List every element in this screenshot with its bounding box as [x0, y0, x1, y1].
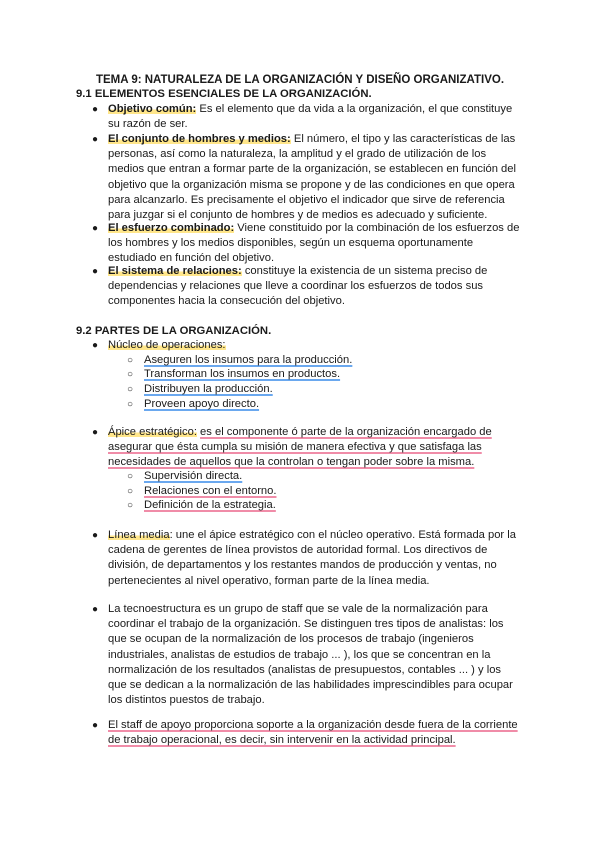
- item-term: El esfuerzo combinado:: [108, 222, 235, 234]
- item-text: Viene constituido por la combinación de los esfuerzos de los hombres y los medios disponibles, según un esquema oportunamente estudiado en función del objetivo.: [108, 222, 520, 265]
- list-item-apice: [92, 425, 522, 471]
- bullet-icon: ●: [92, 266, 99, 277]
- staff-text: El staff de apoyo proporciona soporte a la organización desde fuera de la corriente de trabajo operacional, es decir, sin intervenir en la actividad principal.: [108, 719, 518, 747]
- linea-label: Línea media: [108, 529, 170, 541]
- bullet-icon: ●: [92, 720, 99, 731]
- nucleo-label: Núcleo de operaciones:: [108, 339, 226, 351]
- item-term: Objetivo común:: [108, 103, 197, 115]
- circle-bullet-icon: ○: [127, 399, 134, 410]
- list-item: [92, 132, 522, 223]
- list-item-linea-media: [92, 528, 522, 589]
- bullet-icon: ●: [92, 223, 99, 234]
- circle-bullet-icon: ○: [127, 500, 134, 511]
- section-1-heading: 9.1 ELEMENTOS ESENCIALES DE LA ORGANIZACIÓN.: [76, 88, 372, 100]
- item-text: Es el elemento que da vida a la organización, el que constituye su razón de ser.: [108, 103, 513, 131]
- sub-item: ○ Supervisión directa.: [127, 469, 242, 484]
- bullet-icon: ●: [92, 134, 99, 145]
- apice-text: es el componente ó parte de la organización encargado de asegurar que ésta cumpla su misión de manera efectiva y que satisfaga las necesidades de aquellos que la controlan o tengan poder sobre la misma.: [108, 426, 492, 469]
- bullet-icon: ●: [92, 427, 99, 438]
- bullet-icon: ●: [92, 530, 99, 541]
- section-2-heading: 9.2 PARTES DE LA ORGANIZACIÓN.: [76, 325, 272, 337]
- bullet-icon: ●: [92, 340, 99, 351]
- list-item-tecnoestructura: [92, 602, 522, 708]
- page-title: TEMA 9: NATURALEZA DE LA ORGANIZACIÓN Y DISEÑO ORGANIZATIVO.: [95, 74, 505, 86]
- sub-item: ○ Transforman los insumos en productos.: [127, 367, 340, 382]
- item-term: El conjunto de hombres y medios:: [108, 133, 291, 145]
- item-text: constituye la existencia de un sistema preciso de dependencias y relaciones que lleve a coordinar los esfuerzos de todos sus componentes hacia la consecución del objetivo.: [108, 265, 488, 308]
- sub-item: ○ Aseguren los insumos para la producción.: [127, 353, 352, 368]
- list-item-nucleo: [92, 338, 522, 353]
- circle-bullet-icon: ○: [127, 369, 134, 380]
- list-item: [92, 264, 522, 310]
- circle-bullet-icon: ○: [127, 486, 134, 497]
- circle-bullet-icon: ○: [127, 384, 134, 395]
- bullet-icon: ●: [92, 104, 99, 115]
- item-text: El número, el tipo y las características de las personas, así como la naturaleza, la amplitud y el grado de utilización de los medios que entran a formar parte de la organización, se establecen en función del objetivo que la organización misma se propone y de las condiciones en que opera para alcanzarlo. Es precisamente el objetivo el indicador que sirve de referencia para juzgar si el conjunto de hombres y de medios es adecuado y suficiente.: [108, 133, 516, 222]
- sub-item: ○ Distribuyen la producción.: [127, 382, 273, 397]
- item-term: El sistema de relaciones:: [108, 265, 242, 277]
- bullet-icon: ●: [92, 604, 99, 615]
- circle-bullet-icon: ○: [127, 471, 134, 482]
- sub-item: ○ Relaciones con el entorno.: [127, 484, 276, 499]
- sub-item: ○ Proveen apoyo directo.: [127, 397, 259, 412]
- circle-bullet-icon: ○: [127, 355, 134, 366]
- list-item-staff: [92, 718, 522, 748]
- list-item: [92, 102, 522, 132]
- linea-text: : une el ápice estratégico con el núcleo operativo. Está formada por la cadena de gerentes de línea provistos de autoridad formal. Los directivos de división, de departamentos y los restantes mandos de producción y ventas, no pertenecientes al nivel operativo, forman parte de la línea media.: [108, 529, 516, 587]
- tecno-text: La tecnoestructura es un grupo de staff que se vale de la normalización para coordinar el trabajo de la organización. Se distinguen tres tipos de analistas: los que se ocupan de la normalización de los procesos de trabajo (ingenieros industriales, analistas de estudios de trabajo ... ), los que se concentran en la normalización de los resultados (analistas de presupuestos, contables ... ) y los que se dedican a la normalización de las habilidades imprescindibles para ocupar los distintos puestos de trabajo.: [108, 603, 513, 707]
- list-item: [92, 221, 522, 267]
- apice-label: Ápice estratégico:: [108, 426, 197, 438]
- sub-item: ○ Definición de la estrategia.: [127, 498, 276, 513]
